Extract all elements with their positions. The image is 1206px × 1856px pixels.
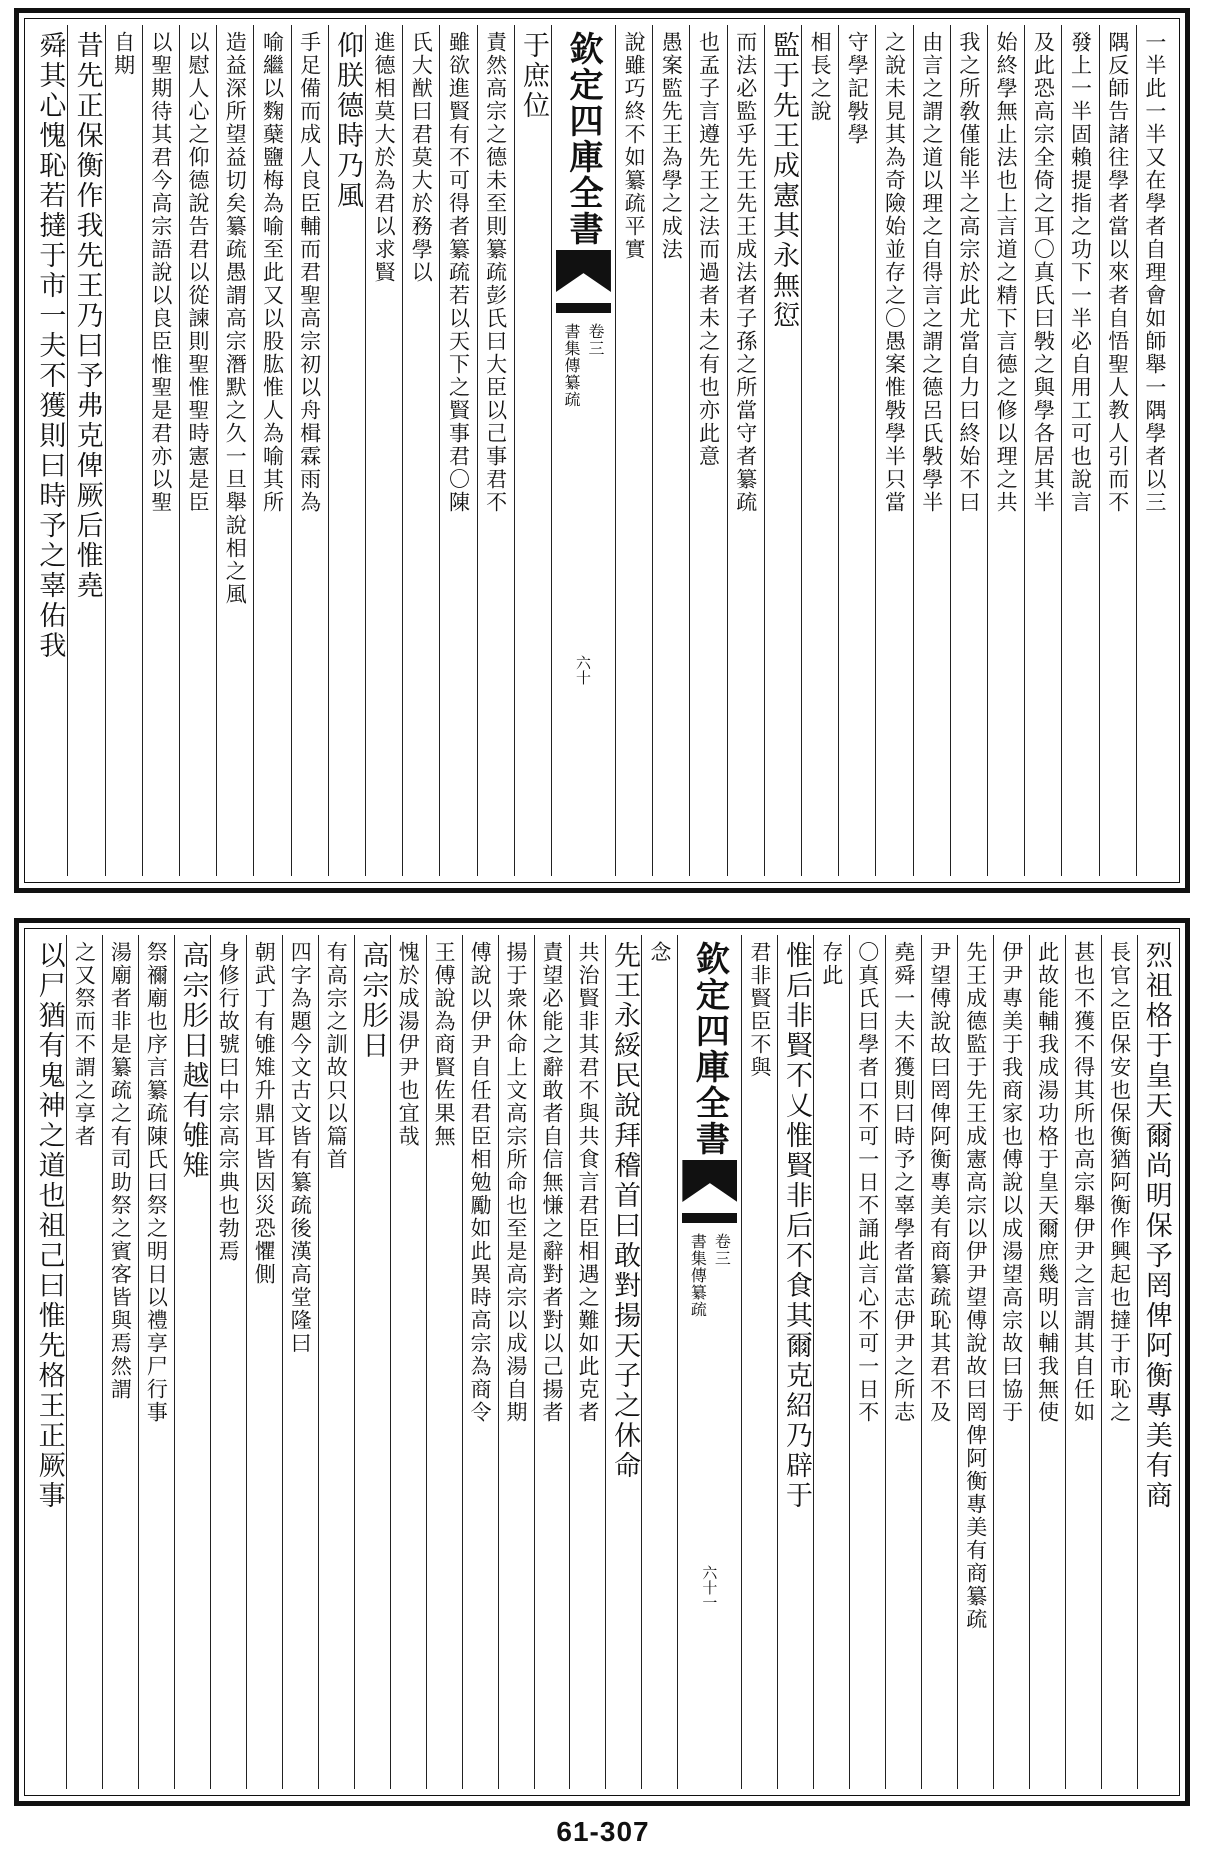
text-column: 揚于衆休命上文高宗所命也至是高宗以成湯自期 — [498, 935, 534, 1789]
text-column: 湯廟者非是纂疏之有司助祭之賓客皆與焉然謂 — [102, 935, 138, 1789]
text-column: 而法必監乎先王先王成法者子孫之所當守者纂疏 — [727, 25, 764, 876]
text-column: 伊尹專美于我商家也傅說以成湯望高宗故曰協于 — [993, 935, 1029, 1789]
leaf-number: 六十 — [573, 655, 592, 685]
text-column: 以慰人心之仰德說告君以從諫則聖惟聖時憲是臣 — [179, 25, 216, 876]
text-column: 念 — [641, 935, 677, 1789]
text-column: 祭禰廟也序言纂疏陳氏曰祭之明日以禮享尸行事 — [138, 935, 174, 1789]
text-column: 一半此一半又在學者自理會如師舉一隅學者以三 — [1136, 25, 1173, 876]
text-column: 先王永綏民說拜稽首曰敢對揚天子之休命 — [605, 935, 641, 1789]
text-column: 王傅說為商賢佐果無 — [426, 935, 462, 1789]
text-column: 相長之說 — [801, 25, 838, 876]
text-column: 雖欲進賢有不可得者纂疏若以天下之賢事君〇陳 — [439, 25, 476, 876]
text-column: 之又祭而不謂之享者 — [66, 935, 102, 1789]
text-column: 高宗肜日 — [354, 935, 390, 1789]
text-column: 隅反師告諸往學者當以來者自悟聖人教人引而不 — [1099, 25, 1136, 876]
text-column: 長官之臣保安也保衡猶阿衡作興起也撻于市恥之 — [1101, 935, 1137, 1789]
page-panel-top — [14, 8, 1190, 893]
text-column: 氏大猷曰君莫大於務學以 — [402, 25, 439, 876]
text-column: 四字為題今文古文皆有纂疏後漢高堂隆曰 — [282, 935, 318, 1789]
fishtail-mark — [682, 1160, 737, 1202]
book-series-title: 欽定四庫全書 — [562, 31, 603, 247]
center-margin-column — [551, 25, 615, 876]
text-column: 傅說以伊尹自任君臣相勉勵如此異時高宗為商令 — [462, 935, 498, 1789]
volume-label: 卷三 — [712, 1233, 732, 1267]
text-column: 愚案監先王為學之成法 — [652, 25, 689, 876]
text-column: 高宗肜日越有雊雉 — [174, 935, 210, 1789]
text-column: 有高宗之訓故只以篇首 — [318, 935, 354, 1789]
book-title: 書集傳纂疏 — [688, 1233, 708, 1318]
text-column: 以尸猶有鬼神之道也祖己曰惟先格王正厥事 — [33, 941, 65, 1511]
fishtail-bar — [556, 303, 611, 313]
text-column: 進德相莫大於為君以求賢 — [365, 25, 402, 876]
text-column: 責望必能之辭敢者自信無慊之辭對者對以己揚者 — [534, 935, 570, 1789]
fishtail-mark — [556, 250, 611, 292]
text-column: 我之所敎僅能半之高宗於此尤當自力曰終始不曰 — [950, 25, 987, 876]
text-column: 手足備而成人良臣輔而君聖高宗初以舟楫霖雨為 — [291, 25, 328, 876]
text-column: 由言之謂之道以理之自得言之謂之德呂氏斅學半 — [913, 25, 950, 876]
page-panel-bottom — [14, 918, 1190, 1806]
text-column: 堯舜一夫不獲則曰時予之辜學者當志伊尹之所志 — [885, 935, 921, 1789]
text-column: 及此恐高宗全倚之耳〇真氏曰斅之與學各居其半 — [1024, 25, 1061, 876]
volume-label: 卷三 — [585, 323, 605, 357]
text-column: 朝武丁有雊雉升鼎耳皆因災恐懼側 — [246, 935, 282, 1789]
book-series-title: 欽定四庫全書 — [689, 941, 730, 1157]
text-column: 造益深所望益切矣纂疏愚謂高宗潛默之久一旦舉說相之風 — [216, 25, 253, 876]
text-columns-top — [31, 25, 1173, 876]
text-column: 甚也不獲不得其所也高宗舉伊尹之言謂其自任如 — [1065, 935, 1101, 1789]
book-title: 書集傳纂疏 — [561, 323, 581, 408]
leaf-number: 六十一 — [700, 1565, 719, 1610]
text-column: 昔先正保衡作我先王乃曰予弗克俾厥后惟堯 — [67, 25, 104, 876]
text-column: 〇真氏曰學者口不可一日不誦此言心不可一日不 — [849, 935, 885, 1789]
text-column: 君非賢臣不與 — [741, 935, 777, 1789]
fishtail-bar — [682, 1213, 737, 1223]
text-column: 也孟子言遵先王之法而過者未之有也亦此意 — [689, 25, 726, 876]
center-margin-column — [677, 935, 741, 1789]
text-column: 惟后非賢不乂惟賢非后不食其爾克紹乃辟于 — [777, 935, 813, 1789]
text-column: 發上一半固賴提指之功下一半必自用工可也說言 — [1061, 25, 1098, 876]
text-column: 尹望傅說故曰罔俾阿衡專美有商纂疏恥其君不及 — [921, 935, 957, 1789]
text-columns-bottom — [31, 935, 1173, 1789]
text-column: 自期 — [105, 25, 142, 876]
text-column: 舜其心愧恥若撻于市一夫不獲則曰時予之辜佑我 — [34, 31, 66, 661]
text-column: 守學記斅學 — [838, 25, 875, 876]
text-column: 喻繼以麴蘖鹽梅為喻至此又以股肱惟人為喻其所 — [253, 25, 290, 876]
text-column: 始終學無止法也上言道之精下言德之修以理之共 — [987, 25, 1024, 876]
text-column: 共治賢非其君不與共食言君臣相遇之難如此克者 — [569, 935, 605, 1789]
text-column: 說雖巧終不如纂疏平實 — [615, 25, 652, 876]
text-column: 愧於成湯伊尹也宜哉 — [390, 935, 426, 1789]
text-column: 烈祖格于皇天爾尚明保予罔俾阿衡專美有商 — [1137, 935, 1173, 1789]
text-column: 存此 — [813, 935, 849, 1789]
text-column: 身修行故號曰中宗高宗典也勃焉 — [210, 935, 246, 1789]
text-column: 之說未見其為奇險始並存之〇愚案惟斅學半只當 — [875, 25, 912, 876]
text-column: 于庶位 — [514, 25, 551, 876]
text-column: 先王成德監于先王成憲高宗以伊尹望傅說故曰罔俾阿衡專美有商纂疏 — [957, 935, 993, 1789]
text-column: 監于先王成憲其永無愆 — [764, 25, 801, 876]
text-column: 仰朕德時乃風 — [328, 25, 365, 876]
text-column: 以聖期待其君今高宗語說以良臣惟聖是君亦以聖 — [142, 25, 179, 876]
text-column: 此故能輔我成湯功格于皇天爾庶幾明以輔我無使 — [1029, 935, 1065, 1789]
text-column: 責然高宗之德未至則纂疏彭氏曰大臣以己事君不 — [477, 25, 514, 876]
page-number: 61-307 — [556, 1816, 650, 1847]
